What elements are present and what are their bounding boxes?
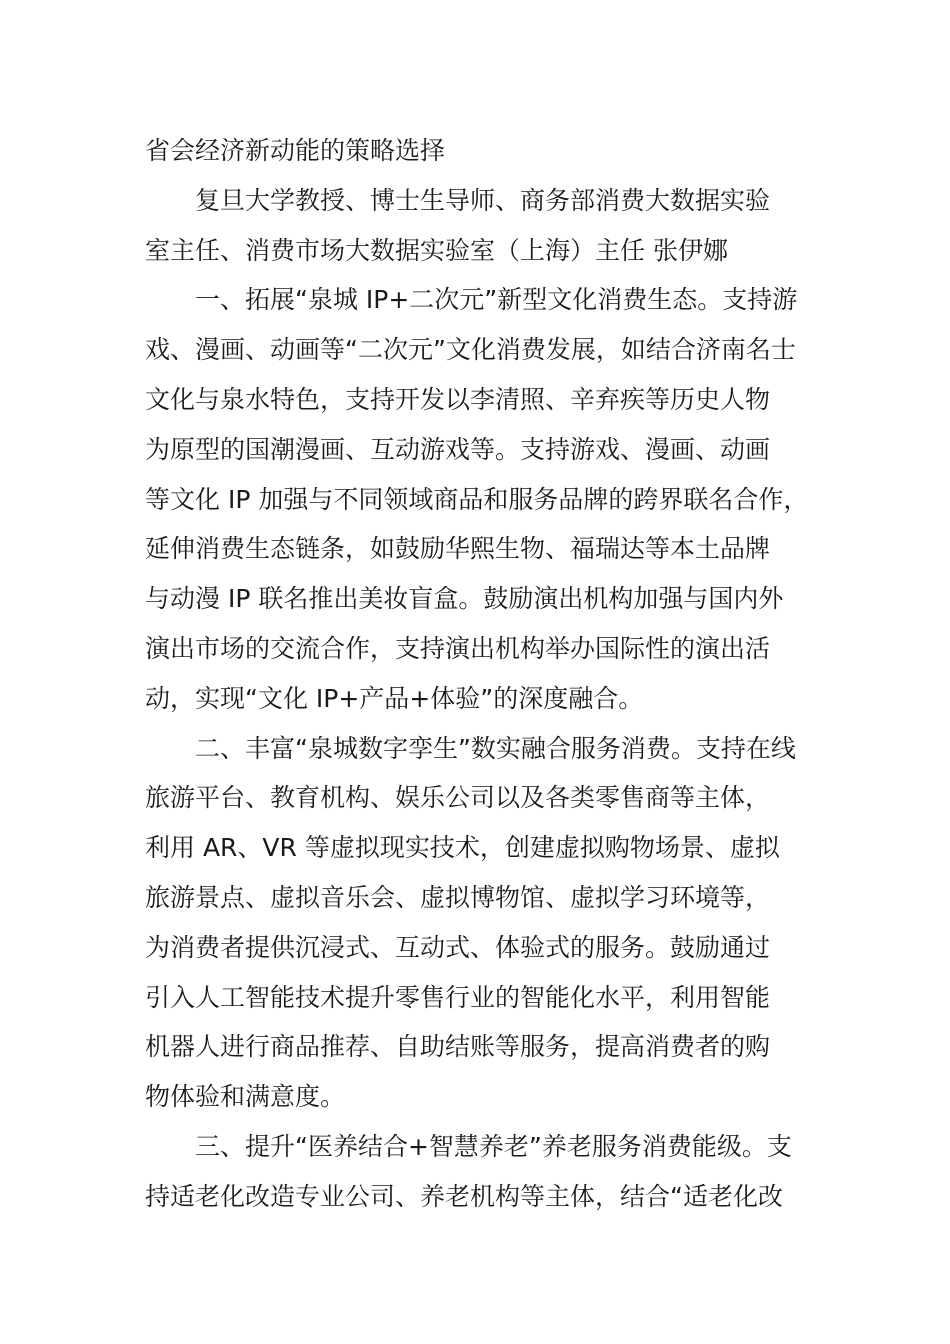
text-line: 与动漫 IP 联名推出美妆盲盒。鼓励演出机构加强与国内外 <box>145 584 784 614</box>
text-line: 为消费者提供沉浸式、互动式、体验式的服务。鼓励通过 <box>145 932 771 962</box>
text-line: 延伸消费生态链条，如鼓励华熙生物、福瑞达等本土品牌 <box>145 534 771 564</box>
text-line: 旅游景点、虚拟音乐会、虚拟博物馆、虚拟学习环境等， <box>145 882 771 912</box>
text-line: 室主任、消费市场大数据实验室（上海）主任 张伊娜 <box>145 235 728 265</box>
text-line: 三、提升“医养结合+智慧养老”养老服务消费能级。支 <box>145 1131 792 1161</box>
text-line: 演出市场的交流合作，支持演出机构举办国际性的演出活 <box>145 633 771 663</box>
text-line: 动，实现“文化 IP+产品+体验”的深度融合。 <box>145 683 644 713</box>
text-line: 等文化 IP 加强与不同领域商品和服务品牌的跨界联名合作， <box>145 484 809 514</box>
text-line: 戏、漫画、动画等“二次元”文化消费发展，如结合济南名士 <box>145 335 796 365</box>
text-line: 机器人进行商品推荐、自助结账等服务，提高消费者的购 <box>145 1032 771 1062</box>
text-line: 省会经济新动能的策略选择 <box>145 136 446 165</box>
text-line: 文化与泉水特色，支持开发以李清照、辛弃疾等历史人物 <box>145 384 771 414</box>
text-line: 一、拓展“泉城 IP+二次元”新型文化消费生态。支持游 <box>145 285 798 315</box>
document-body <box>145 126 810 1222</box>
text-line: 为原型的国潮漫画、互动游戏等。支持游戏、漫画、动画 <box>145 434 771 464</box>
text-line: 利用 AR、VR 等虚拟现实技术，创建虚拟购物场景、虚拟 <box>145 833 780 863</box>
text-line: 二、丰富“泉城数字孪生”数实融合服务消费。支持在线 <box>145 733 796 763</box>
text-line: 持适老化改造专业公司、养老机构等主体，结合“适老化改 <box>145 1181 783 1211</box>
text-line: 旅游平台、教育机构、娱乐公司以及各类零售商等主体， <box>145 783 771 813</box>
text-line: 引入人工智能技术提升零售行业的智能化水平，利用智能 <box>145 982 771 1012</box>
text-line: 物体验和满意度。 <box>145 1082 346 1112</box>
text-line: 复旦大学教授、博士生导师、商务部消费大数据实验 <box>145 185 771 215</box>
